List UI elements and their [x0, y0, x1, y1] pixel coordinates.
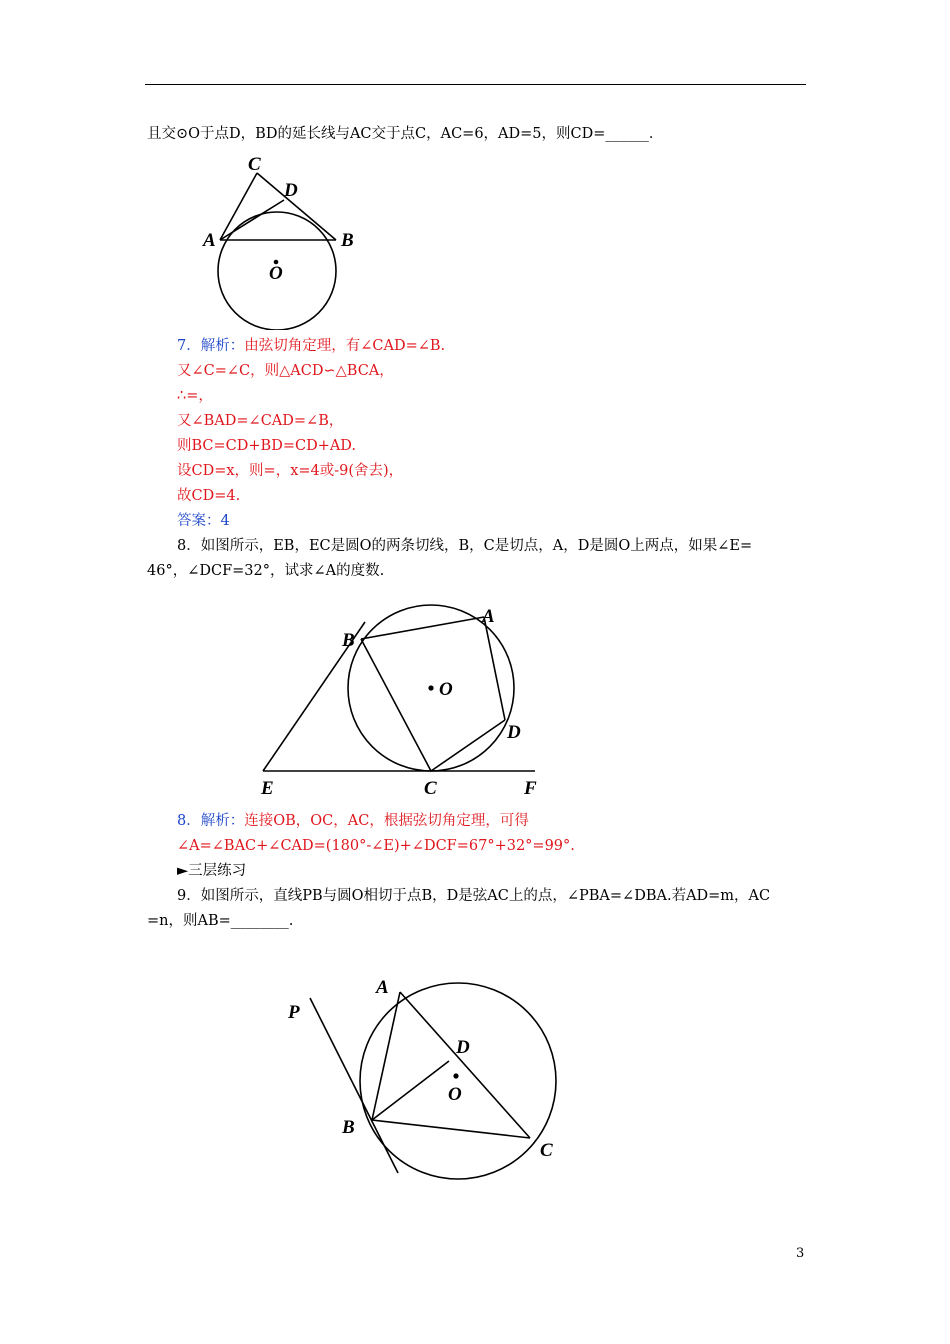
fig9-label-d: D: [456, 1037, 470, 1058]
header-rule: [145, 84, 806, 85]
solution-8-line-1: [177, 811, 529, 831]
solution-8-heading: 8．解析：: [177, 813, 245, 829]
fig8-label-e: E: [261, 778, 274, 799]
fig9-chord-bc: [372, 1120, 530, 1138]
solution-7-line-6: 设CD=x，则=，x=4或-9(舍去)，: [177, 463, 404, 479]
fig7-segment-ad: [220, 200, 284, 240]
fig8-label-f: F: [524, 778, 537, 799]
question-9-line-1: 9．如图所示，直线PB与圆O相切于点B，D是弦AC上的点，∠PBA=∠DBA.若AD=m，AC: [177, 888, 771, 904]
fig7-label-o: O: [269, 263, 283, 284]
fig7-label-c: C: [248, 154, 261, 175]
solution-7-text-1: 由弦切角定理，有∠CAD=∠B.: [244, 338, 446, 354]
fig9-label-b: B: [342, 1117, 355, 1138]
figure-8: [255, 600, 555, 800]
solution-7-line-3: ∴=，: [177, 388, 213, 404]
fig9-center-dot: [453, 1073, 458, 1078]
fig9-label-o: O: [448, 1084, 462, 1105]
fig8-chord-bc: [361, 639, 431, 771]
fig9-circle: [360, 983, 556, 1179]
solution-7-line-5: 则BC=CD+BD=CD+AD.: [177, 438, 357, 454]
fig7-label-a: A: [203, 230, 216, 251]
solution-7-answer: 答案：4: [177, 513, 230, 529]
fig9-label-c: C: [540, 1140, 553, 1161]
fig8-label-b: B: [342, 630, 355, 651]
fig9-label-p: P: [288, 1002, 300, 1023]
question-8-line-2: 46°，∠DCF=32°，试求∠A的度数.: [147, 563, 385, 579]
fig8-chord-ad: [484, 617, 505, 720]
solution-7-line-2: 又∠C=∠C，则△ACD∽△BCA，: [177, 363, 394, 379]
figure-9: [280, 968, 570, 1183]
solution-7-line-1: [177, 336, 445, 356]
question-9-line-2: =n，则AB=________.: [147, 913, 294, 929]
fig8-center-dot: [428, 685, 433, 690]
fig8-label-o: O: [439, 679, 453, 700]
figure-7: [198, 150, 358, 330]
solution-7-line-4: 又∠BAD=∠CAD=∠B，: [177, 413, 344, 429]
solution-7-line-7: 故CD=4.: [177, 488, 241, 504]
fig8-chord-ba: [361, 617, 484, 639]
fig8-label-c: C: [424, 778, 437, 799]
solution-8-text-1: 连接OB，OC，AC，根据弦切角定理，可得: [244, 813, 529, 829]
section-three-layer-practice: ►三层练习: [177, 863, 247, 879]
fig8-label-a: A: [482, 606, 495, 627]
fig7-label-d: D: [284, 180, 298, 201]
question-8-line-1: 8．如图所示，EB，EC是圆O的两条切线，B，C是切点，A，D是圆O上两点，如果∠E=: [177, 538, 753, 554]
fig8-label-d: D: [507, 722, 521, 743]
fig7-segment-ac: [220, 173, 257, 240]
fig9-label-a: A: [376, 977, 389, 998]
question-7-continuation: 且交⊙O于点D，BD的延长线与AC交于点C，AC=6，AD=5，则CD=______．: [147, 126, 664, 142]
solution-7-heading: 7．解析：: [177, 338, 245, 354]
fig8-chord-dc: [431, 720, 505, 771]
fig9-chord-ac: [400, 992, 530, 1138]
fig7-label-b: B: [341, 230, 354, 251]
fig9-tangent-pb: [310, 998, 398, 1173]
solution-8-line-2: ∠A=∠BAC+∠CAD=(180°-∠E)+∠DCF=67°+32°=99°.: [177, 838, 575, 854]
page-number: 3: [796, 1246, 805, 1261]
